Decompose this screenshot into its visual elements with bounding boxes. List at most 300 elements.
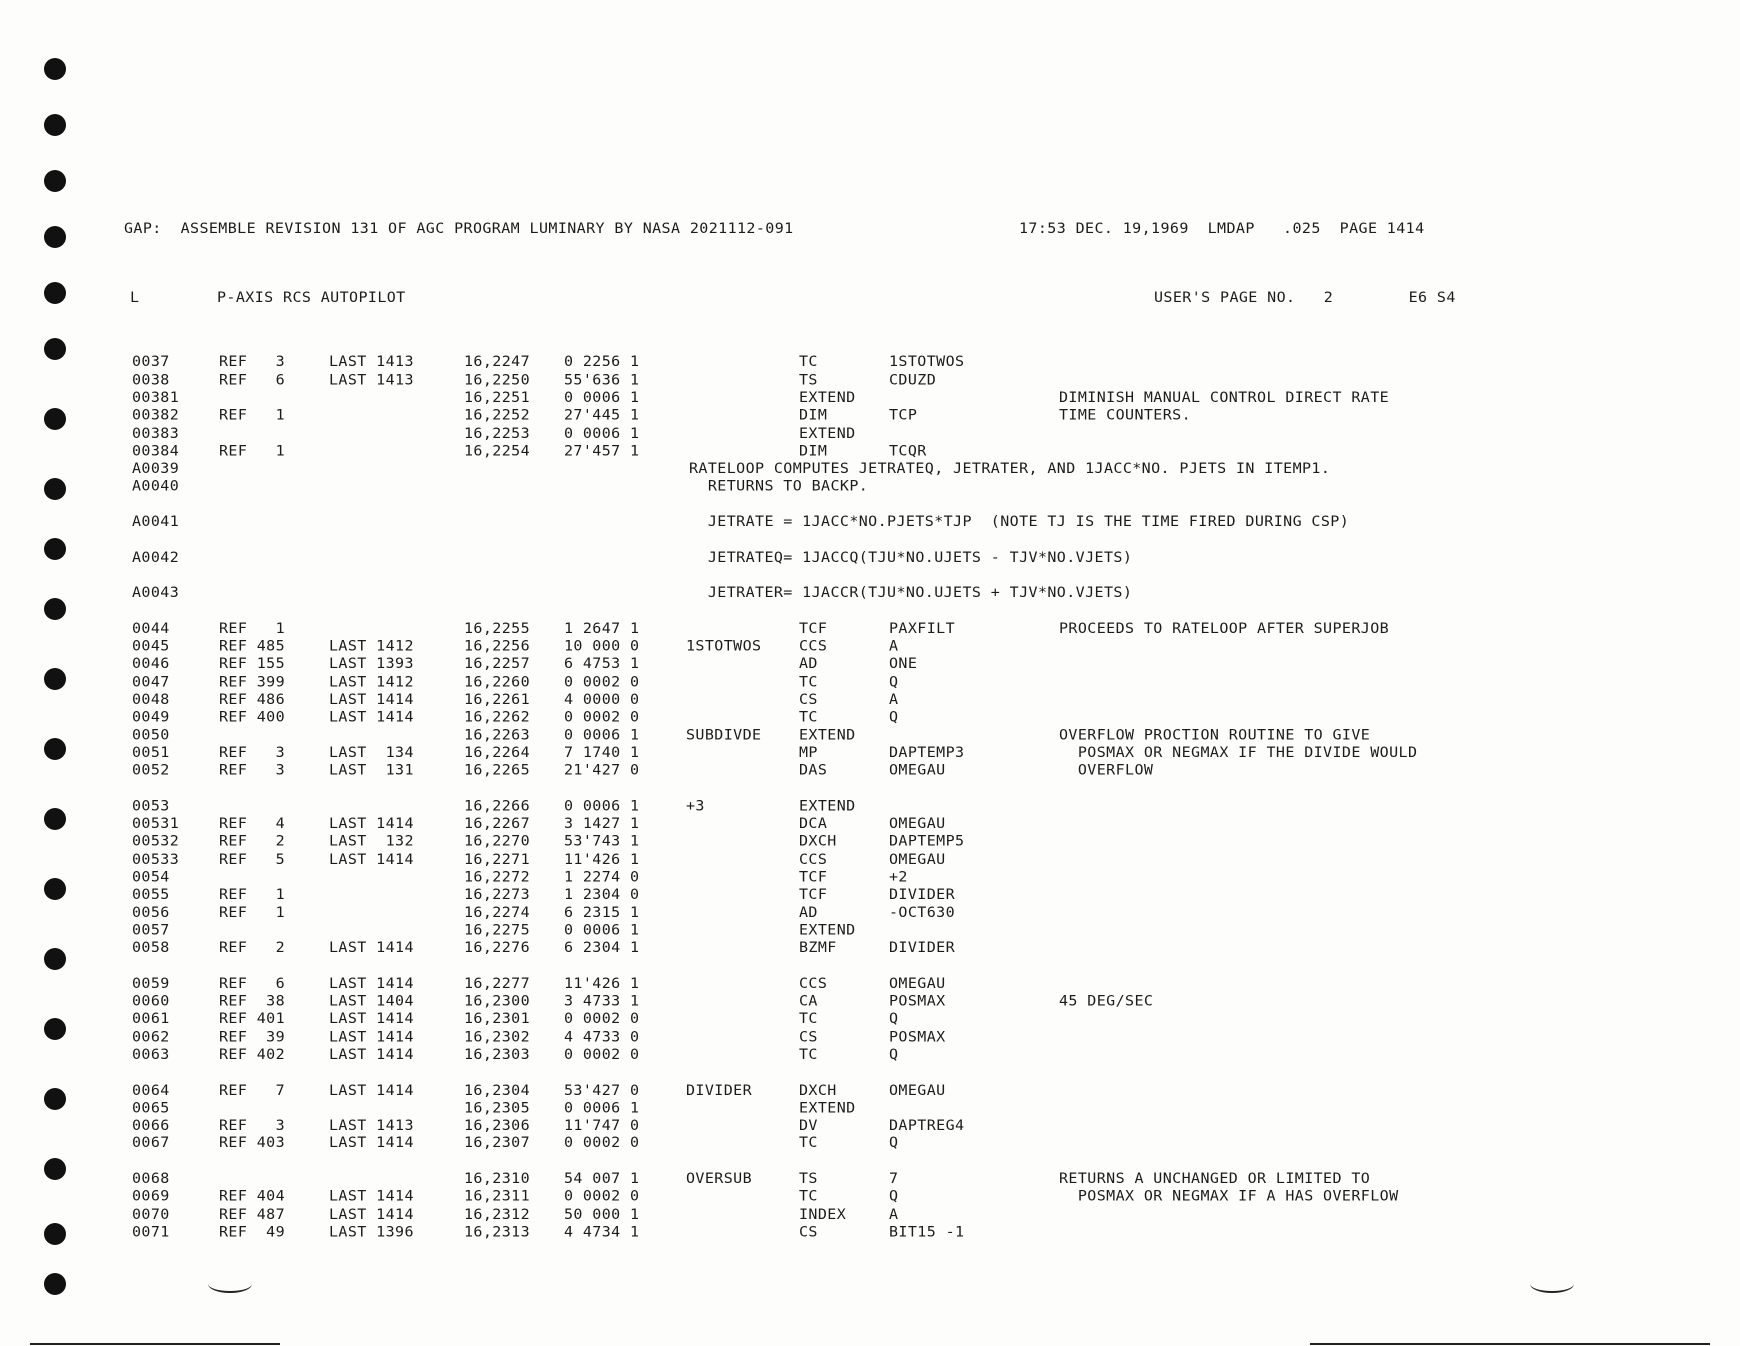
punch-hole xyxy=(44,598,66,620)
octal-word: 21'427 0 xyxy=(564,761,640,779)
label: OVERSUB xyxy=(686,1170,753,1187)
listing-row xyxy=(124,904,1524,922)
operand: ONE xyxy=(889,655,918,672)
comment: POSMAX OR NEGMAX IF A HAS OVERFLOW xyxy=(1059,1188,1399,1205)
ref-count: REF 6 xyxy=(219,974,286,992)
ref-count: REF 49 xyxy=(219,1223,286,1241)
last-page: LAST 1393 xyxy=(329,655,414,672)
octal-word: 3 1427 1 xyxy=(564,815,640,832)
punch-hole xyxy=(44,408,66,430)
operand: OMEGAU xyxy=(889,1081,946,1099)
octal-word: 0 2256 1 xyxy=(564,353,640,371)
octal-word: 6 4753 1 xyxy=(564,655,640,672)
address: 16,2252 xyxy=(464,406,531,424)
opcode: CS xyxy=(799,1223,818,1241)
section-title: P-AXIS RCS AUTOPILOT xyxy=(217,289,406,306)
operand: PAXFILT xyxy=(889,619,956,637)
punch-hole xyxy=(44,478,66,500)
operand: DIVIDER xyxy=(889,886,956,903)
listing-row xyxy=(124,993,1524,1011)
punch-hole xyxy=(44,1018,66,1040)
comment-line: JETRATER= 1JACCR(TJU*NO.UJETS + TJV*NO.VJETS) xyxy=(689,584,1133,601)
ref-count: REF 39 xyxy=(219,1028,286,1045)
address: 16,2262 xyxy=(464,708,531,726)
address: 16,2275 xyxy=(464,921,531,939)
line-number: A0043 xyxy=(132,584,180,601)
operand: OMEGAU xyxy=(889,850,946,868)
comment-line: RETURNS TO BACKP. xyxy=(689,477,869,495)
punch-hole xyxy=(44,1088,66,1110)
listing-row xyxy=(124,815,1524,833)
comment: OVERFLOW PROCTION ROUTINE TO GIVE xyxy=(1059,726,1371,744)
operand: +2 xyxy=(889,868,908,886)
listing-row xyxy=(124,389,1524,407)
last-page: LAST 1396 xyxy=(329,1223,414,1241)
address: 16,2301 xyxy=(464,1010,531,1028)
ref-count: REF 3 xyxy=(219,353,286,371)
line-number: 00533 xyxy=(132,850,180,868)
listing-row xyxy=(124,1135,1524,1153)
listing-row xyxy=(124,442,1524,460)
operand: Q xyxy=(889,708,899,726)
opcode: DXCH xyxy=(799,832,837,850)
listing-row xyxy=(124,939,1524,957)
listing-row xyxy=(124,868,1524,886)
line-number: 0046 xyxy=(132,655,170,672)
octal-word: 53'427 0 xyxy=(564,1081,640,1099)
comment: POSMAX OR NEGMAX IF THE DIVIDE WOULD xyxy=(1059,744,1418,761)
address: 16,2260 xyxy=(464,673,531,690)
operand: DAPTEMP5 xyxy=(889,832,965,850)
punch-hole xyxy=(44,226,66,248)
opcode: DXCH xyxy=(799,1081,837,1099)
address: 16,2305 xyxy=(464,1099,531,1116)
comment: OVERFLOW xyxy=(1059,761,1154,779)
octal-word: 0 0006 1 xyxy=(564,389,640,406)
comment: DIMINISH MANUAL CONTROL DIRECT RATE xyxy=(1059,389,1390,406)
octal-word: 11'426 1 xyxy=(564,974,640,992)
listing-row xyxy=(124,655,1524,673)
operand: Q xyxy=(889,1010,899,1028)
opcode: CA xyxy=(799,992,818,1010)
operand: A xyxy=(889,1205,899,1223)
ref-count: REF 403 xyxy=(219,1134,286,1152)
octal-word: 11'426 1 xyxy=(564,850,640,868)
user-page-number: USER'S PAGE NO. 2 E6 S4 xyxy=(1154,289,1456,306)
opcode: DV xyxy=(799,1117,818,1134)
line-number: 0063 xyxy=(132,1045,170,1063)
listing-row xyxy=(124,1224,1524,1242)
punch-hole xyxy=(44,1223,66,1245)
opcode: CCS xyxy=(799,637,828,655)
last-page: LAST 132 xyxy=(329,832,414,850)
last-page: LAST 1414 xyxy=(329,1045,414,1063)
listing-row xyxy=(124,691,1524,709)
last-page: LAST 1414 xyxy=(329,815,414,832)
last-page: LAST 1414 xyxy=(329,1081,414,1099)
ref-count: REF 38 xyxy=(219,992,286,1010)
opcode: DCA xyxy=(799,815,828,832)
listing-row xyxy=(124,1046,1524,1064)
line-number: 0052 xyxy=(132,761,170,779)
line-number: 0048 xyxy=(132,690,170,708)
last-page: LAST 1414 xyxy=(329,850,414,868)
comment-line: JETRATEQ= 1JACCQ(TJU*NO.UJETS - TJV*NO.VJETS) xyxy=(689,548,1133,566)
listing-row xyxy=(124,851,1524,869)
octal-word: 0 0006 1 xyxy=(564,424,640,442)
line-number: 0070 xyxy=(132,1205,170,1223)
comment-line: JETRATE = 1JACC*NO.PJETS*TJP (NOTE TJ IS THE TIME FIRED DURING CSP) xyxy=(689,513,1350,530)
listing-row xyxy=(124,1170,1524,1188)
ref-count: REF 1 xyxy=(219,442,286,459)
address: 16,2254 xyxy=(464,442,531,459)
opcode: BZMF xyxy=(799,939,837,957)
octal-word: 6 2304 1 xyxy=(564,939,640,957)
opcode: DIM xyxy=(799,406,828,424)
last-page: LAST 1413 xyxy=(329,353,414,371)
ref-count: REF 401 xyxy=(219,1010,286,1028)
opcode: TC xyxy=(799,1134,818,1152)
listing-row xyxy=(124,478,1524,496)
opcode: MP xyxy=(799,744,818,761)
last-page: LAST 1414 xyxy=(329,1188,414,1205)
address: 16,2273 xyxy=(464,886,531,903)
line-number: 0061 xyxy=(132,1010,170,1028)
ref-count: REF 402 xyxy=(219,1045,286,1063)
operand: Q xyxy=(889,1045,899,1063)
address: 16,2312 xyxy=(464,1205,531,1223)
address: 16,2271 xyxy=(464,850,531,868)
line-number: 00531 xyxy=(132,815,180,832)
opcode: AD xyxy=(799,655,818,672)
last-page: LAST 1414 xyxy=(329,690,414,708)
octal-word: 0 0006 1 xyxy=(564,1099,640,1116)
address: 16,2261 xyxy=(464,690,531,708)
last-page: LAST 1414 xyxy=(329,1134,414,1152)
opcode: DAS xyxy=(799,761,828,779)
listing-row xyxy=(124,1099,1524,1117)
opcode: CCS xyxy=(799,850,828,868)
octal-word: 27'445 1 xyxy=(564,406,640,424)
listing-row xyxy=(124,354,1524,372)
blank-line xyxy=(124,1153,1524,1171)
line-number: A0042 xyxy=(132,548,180,566)
comment: RETURNS A UNCHANGED OR LIMITED TO xyxy=(1059,1170,1371,1187)
ref-count: REF 400 xyxy=(219,708,286,726)
listing-row xyxy=(124,1117,1524,1135)
octal-word: 11'747 0 xyxy=(564,1117,640,1134)
blank-line xyxy=(124,496,1524,514)
opcode: EXTEND xyxy=(799,389,856,406)
operand: A xyxy=(889,690,899,708)
octal-word: 55'636 1 xyxy=(564,371,640,388)
address: 16,2304 xyxy=(464,1081,531,1099)
line-number: A0041 xyxy=(132,513,180,530)
line-number: 0051 xyxy=(132,744,170,761)
opcode: TC xyxy=(799,673,818,690)
address: 16,2253 xyxy=(464,424,531,442)
operand: Q xyxy=(889,673,899,690)
opcode: DIM xyxy=(799,442,828,459)
address: 16,2251 xyxy=(464,389,531,406)
opcode: CS xyxy=(799,690,818,708)
listing-row xyxy=(124,1188,1524,1206)
address: 16,2274 xyxy=(464,903,531,921)
listing-row xyxy=(124,922,1524,940)
operand: BIT15 -1 xyxy=(889,1223,965,1241)
opcode: TS xyxy=(799,1170,818,1187)
opcode: INDEX xyxy=(799,1205,847,1223)
address: 16,2302 xyxy=(464,1028,531,1045)
ref-count: REF 3 xyxy=(219,744,286,761)
operand: 7 xyxy=(889,1170,899,1187)
address: 16,2300 xyxy=(464,992,531,1010)
octal-word: 0 0002 0 xyxy=(564,1010,640,1028)
punch-hole xyxy=(44,808,66,830)
listing-row xyxy=(124,549,1524,567)
listing-row xyxy=(124,513,1524,531)
bottom-rule xyxy=(30,1343,280,1345)
address: 16,2256 xyxy=(464,637,531,655)
comment: PROCEEDS TO RATELOOP AFTER SUPERJOB xyxy=(1059,619,1390,637)
address: 16,2276 xyxy=(464,939,531,957)
line-number: 0037 xyxy=(132,353,170,371)
comment: TIME COUNTERS. xyxy=(1059,406,1192,424)
line-number: 00381 xyxy=(132,389,180,406)
ref-count: REF 1 xyxy=(219,903,286,921)
operand: POSMAX xyxy=(889,992,946,1010)
octal-word: 7 1740 1 xyxy=(564,744,640,761)
ref-count: REF 1 xyxy=(219,886,286,903)
operand: DAPTREG4 xyxy=(889,1117,965,1134)
ref-count: REF 487 xyxy=(219,1205,286,1223)
last-page: LAST 1412 xyxy=(329,673,414,690)
listing-row xyxy=(124,797,1524,815)
octal-word: 0 0002 0 xyxy=(564,673,640,690)
comment-line: RATELOOP COMPUTES JETRATEQ, JETRATER, AND 1JACC*NO. PJETS IN ITEMP1. xyxy=(689,460,1331,477)
address: 16,2307 xyxy=(464,1134,531,1152)
last-page: LAST 134 xyxy=(329,744,414,761)
line-number: 0049 xyxy=(132,708,170,726)
header-date-page: 17:53 DEC. 19,1969 LMDAP .025 PAGE 1414 xyxy=(1019,219,1425,237)
octal-word: 4 4733 0 xyxy=(564,1028,640,1045)
last-page: LAST 1414 xyxy=(329,1028,414,1045)
line-number: 0064 xyxy=(132,1081,170,1099)
listing-row xyxy=(124,425,1524,443)
listing-row xyxy=(124,833,1524,851)
opcode: TC xyxy=(799,708,818,726)
octal-word: 0 0002 0 xyxy=(564,1045,640,1063)
octal-word: 0 0002 0 xyxy=(564,1188,640,1205)
punch-hole xyxy=(44,282,66,304)
assembly-listing xyxy=(124,184,1524,1277)
operand: -OCT630 xyxy=(889,903,956,921)
opcode: CCS xyxy=(799,974,828,992)
blank-line xyxy=(124,602,1524,620)
ref-count: REF 5 xyxy=(219,850,286,868)
line-number: 00384 xyxy=(132,442,180,459)
punch-hole xyxy=(44,58,66,80)
ref-count: REF 3 xyxy=(219,761,286,779)
line-number: 0038 xyxy=(132,371,170,388)
address: 16,2313 xyxy=(464,1223,531,1241)
address: 16,2250 xyxy=(464,371,531,388)
address: 16,2265 xyxy=(464,761,531,779)
ref-count: REF 399 xyxy=(219,673,286,690)
operand: POSMAX xyxy=(889,1028,946,1045)
line-number: 0053 xyxy=(132,797,170,815)
punch-hole xyxy=(44,338,66,360)
octal-word: 54 007 1 xyxy=(564,1170,640,1187)
octal-word: 0 0006 1 xyxy=(564,726,640,744)
line-number: 0056 xyxy=(132,903,170,921)
bottom-rule xyxy=(1310,1343,1710,1345)
listing-rows xyxy=(124,354,1524,1242)
listing-row xyxy=(124,673,1524,691)
octal-word: 0 0002 0 xyxy=(564,1134,640,1152)
octal-word: 4 4734 1 xyxy=(564,1223,640,1241)
operand: TCQR xyxy=(889,442,927,459)
operand: OMEGAU xyxy=(889,761,946,779)
listing-row xyxy=(124,1206,1524,1224)
line-number: A0039 xyxy=(132,460,180,477)
ref-count: REF 6 xyxy=(219,371,286,388)
octal-word: 3 4733 1 xyxy=(564,992,640,1010)
line-number: 0066 xyxy=(132,1117,170,1134)
listing-row xyxy=(124,886,1524,904)
subheader-letter: L xyxy=(130,289,140,306)
listing-row xyxy=(124,584,1524,602)
address: 16,2270 xyxy=(464,832,531,850)
opcode: TCF xyxy=(799,868,828,886)
punch-hole xyxy=(44,114,66,136)
address: 16,2311 xyxy=(464,1188,531,1205)
punch-hole xyxy=(44,878,66,900)
listing-row xyxy=(124,726,1524,744)
line-number: 0057 xyxy=(132,921,170,939)
opcode: EXTEND xyxy=(799,424,856,442)
listing-row xyxy=(124,460,1524,478)
last-page: LAST 1413 xyxy=(329,371,414,388)
octal-word: 1 2304 0 xyxy=(564,886,640,903)
last-page: LAST 1404 xyxy=(329,992,414,1010)
operand: OMEGAU xyxy=(889,815,946,832)
line-number: 0044 xyxy=(132,619,170,637)
label: DIVIDER xyxy=(686,1081,753,1099)
listing-row xyxy=(124,1082,1524,1100)
ref-count: REF 2 xyxy=(219,832,286,850)
address: 16,2277 xyxy=(464,974,531,992)
line-number: 0045 xyxy=(132,637,170,655)
page-edge-mark xyxy=(1530,1275,1574,1293)
line-number: 0058 xyxy=(132,939,170,957)
ref-count: REF 4 xyxy=(219,815,286,832)
address: 16,2303 xyxy=(464,1045,531,1063)
octal-word: 10 000 0 xyxy=(564,637,640,655)
last-page: LAST 1414 xyxy=(329,974,414,992)
listing-row xyxy=(124,371,1524,389)
punch-hole xyxy=(44,538,66,560)
listing-header xyxy=(124,220,1524,238)
blank-line xyxy=(124,531,1524,549)
ref-count: REF 1 xyxy=(219,619,286,637)
listing-row xyxy=(124,709,1524,727)
ref-count: REF 3 xyxy=(219,1117,286,1134)
ref-count: REF 1 xyxy=(219,406,286,424)
blank-line xyxy=(124,780,1524,798)
line-number: 0060 xyxy=(132,992,170,1010)
octal-word: 50 000 1 xyxy=(564,1205,640,1223)
last-page: LAST 1412 xyxy=(329,637,414,655)
punch-hole xyxy=(44,668,66,690)
opcode: EXTEND xyxy=(799,797,856,815)
opcode: TC xyxy=(799,1188,818,1205)
ref-count: REF 404 xyxy=(219,1188,286,1205)
operand: 1STOTWOS xyxy=(889,353,965,371)
address: 16,2310 xyxy=(464,1170,531,1187)
listing-row xyxy=(124,620,1524,638)
label: 1STOTWOS xyxy=(686,637,762,655)
opcode: EXTEND xyxy=(799,726,856,744)
octal-word: 0 0006 1 xyxy=(564,921,640,939)
line-number: 0059 xyxy=(132,974,170,992)
comment: 45 DEG/SEC xyxy=(1059,992,1154,1010)
ref-count: REF 485 xyxy=(219,637,286,655)
line-number: 00382 xyxy=(132,406,180,424)
line-number: 0071 xyxy=(132,1223,170,1241)
operand: TCP xyxy=(889,406,918,424)
blank-line xyxy=(124,567,1524,585)
line-number: 0054 xyxy=(132,868,170,886)
line-number: 0062 xyxy=(132,1028,170,1045)
operand: Q xyxy=(889,1188,899,1205)
line-number: 0055 xyxy=(132,886,170,903)
header-title: GAP: ASSEMBLE REVISION 131 OF AGC PROGRAM LUMINARY BY NASA 2021112-091 xyxy=(124,219,794,237)
operand: DAPTEMP3 xyxy=(889,744,965,761)
opcode: TC xyxy=(799,353,818,371)
address: 16,2257 xyxy=(464,655,531,672)
octal-word: 1 2647 1 xyxy=(564,619,640,637)
label: SUBDIVDE xyxy=(686,726,762,744)
listing-row xyxy=(124,407,1524,425)
listing-row xyxy=(124,638,1524,656)
opcode: TC xyxy=(799,1010,818,1028)
opcode: EXTEND xyxy=(799,921,856,939)
octal-word: 27'457 1 xyxy=(564,442,640,459)
operand: OMEGAU xyxy=(889,974,946,992)
last-page: LAST 1413 xyxy=(329,1117,414,1134)
opcode: TCF xyxy=(799,886,828,903)
octal-word: 0 0002 0 xyxy=(564,708,640,726)
address: 16,2263 xyxy=(464,726,531,744)
line-number: 00532 xyxy=(132,832,180,850)
operand: Q xyxy=(889,1134,899,1152)
octal-word: 1 2274 0 xyxy=(564,868,640,886)
last-page: LAST 1414 xyxy=(329,939,414,957)
punch-hole xyxy=(44,170,66,192)
opcode: TCF xyxy=(799,619,828,637)
ref-count: REF 486 xyxy=(219,690,286,708)
octal-word: 4 0000 0 xyxy=(564,690,640,708)
page-edge-mark xyxy=(208,1275,252,1293)
opcode: AD xyxy=(799,903,818,921)
operand: A xyxy=(889,637,899,655)
operand: CDUZD xyxy=(889,371,937,388)
line-number: 0068 xyxy=(132,1170,170,1187)
line-number: 0067 xyxy=(132,1134,170,1152)
ref-count: REF 2 xyxy=(219,939,286,957)
opcode: TC xyxy=(799,1045,818,1063)
